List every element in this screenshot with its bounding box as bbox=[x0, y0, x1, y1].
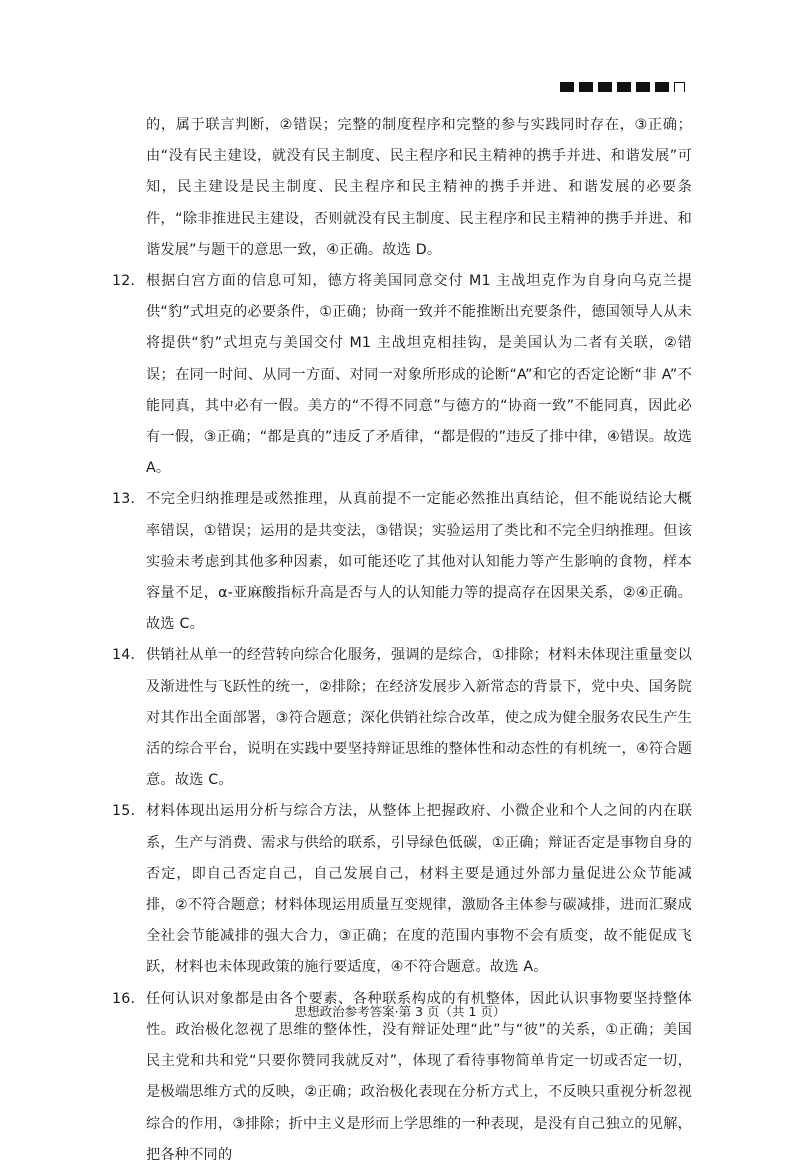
answer-item bbox=[112, 640, 692, 796]
answer-item bbox=[112, 796, 692, 983]
item-text: 供销社从单一的经营转向综合化服务，强调的是综合，①排除；材料未体现注重量变以及渐进性与飞跃性的统一，②排除；在经济发展步入新常态的背景下，党中央、国务院对其作出全面部署，③符合题意；深化供销社综合改革，使之成为健全服务农民生产生活的综合平台，说明在实践中要坚持辩证思维的整体性和动态性的有机统一，④符合题意。故选 C。 bbox=[146, 647, 692, 789]
marker-block-icon bbox=[617, 82, 631, 92]
answer-item bbox=[112, 266, 692, 484]
item-text: 不完全归纳推理是或然推理，从真前提不一定能必然推出真结论，但不能说结论大概率错误，①错误；运用的是共变法，③错误；实验运用了类比和不完全归纳推理。但该实验未考虑到其他多种因素，如可能还吃了其他对认知能力等产生影响的食物，样本容量不足，α-亚麻酸指标升高是否与人的认知能力等的提高存在因果关系，②④正确。故选 C。 bbox=[146, 491, 692, 633]
item-text: 任何认识对象都是由各个要素、各种联系构成的有机整体，因此认识事物要坚持整体性。政治极化忽视了思维的整体性，没有辩证处理“此”与“彼”的关系，①正确；美国民主党和共和党“只要你赞同我就反对”，体现了看待事物简单肯定一切或否定一切，是极端思维方式的反映，②正确；政治极化表现在分析方式上，不反映只重视分析忽视综合的作用，③排除；折中主义是形而上学思维的一种表现，是没有自己独立的见解，把各种不同的 bbox=[146, 990, 692, 1163]
page-footer: 思想政治参考答案·第 3 页（共 1 页） bbox=[294, 1004, 506, 1019]
item-number: 14． bbox=[112, 647, 145, 664]
item-number: 13． bbox=[112, 491, 145, 508]
marker-block-icon bbox=[655, 82, 669, 92]
item-number: 16． bbox=[112, 990, 145, 1007]
marker-block-icon bbox=[560, 82, 574, 92]
page-marker bbox=[560, 82, 685, 92]
item-text: 材料体现出运用分析与综合方法，从整体上把握政府、小微企业和个人之间的内在联系，生产与消费、需求与供给的联系，引导绿色低碳，①正确；辩证否定是事物自身的否定，即自己否定自己，自己发展自己，材料主要是通过外部力量促进公众节能减排，②不符合题意；材料体现运用质量互变规律，激励各主体参与碳减排，进而汇聚成全社会节能减排的强大合力，③正确；在度的范围内事物不会有质变，故不能促成飞跃，材料也未体现政策的施行要适度，④不符合题意。故选 A。 bbox=[146, 803, 692, 976]
item-text: 的，属于联言判断，②错误；完整的制度程序和完整的参与实践同时存在，③正确；由“没有民主建设，就没有民主制度、民主程序和民主精神的携手并进、和谐发展”可知，民主建设是民主制度、民主程序和民主精神的携手并进、和谐发展的必要条件，“除非推进民主建设，否则就没有民主制度、民主程序和民主精神的携手并进、和谐发展”与题干的意思一致，④正确。故选 D。 bbox=[146, 117, 692, 258]
answer-item bbox=[112, 484, 692, 640]
marker-block-icon bbox=[636, 82, 650, 92]
answer-item bbox=[112, 110, 692, 266]
marker-block-icon bbox=[598, 82, 612, 92]
item-number: 15． bbox=[112, 803, 145, 820]
marker-corner-icon bbox=[674, 82, 685, 92]
item-text: 根据白宫方面的信息可知，德方将美国同意交付 M1 主战坦克作为自身向乌克兰提供“豹”式坦克的必要条件，①正确；协商一致并不能推断出充要条件，德国领导人从未将提供“豹”式坦克与美国交付 M1 主战坦克相挂钩，是美国认为二者有关联，②错误；在同一时间、从同一方面、对同一对象所形成的论断“A”和它的否定论断“非 A”不能同真，其中必有一假。美方的“不得不同意”与德方的“协商一致”不能同真，因此必有一假，③正确；“都是真的”违反了矛盾律，“都是假的”违反了排中律，④错误。故选 A。 bbox=[146, 273, 692, 477]
marker-block-icon bbox=[579, 82, 593, 92]
item-number: 12． bbox=[112, 273, 145, 290]
